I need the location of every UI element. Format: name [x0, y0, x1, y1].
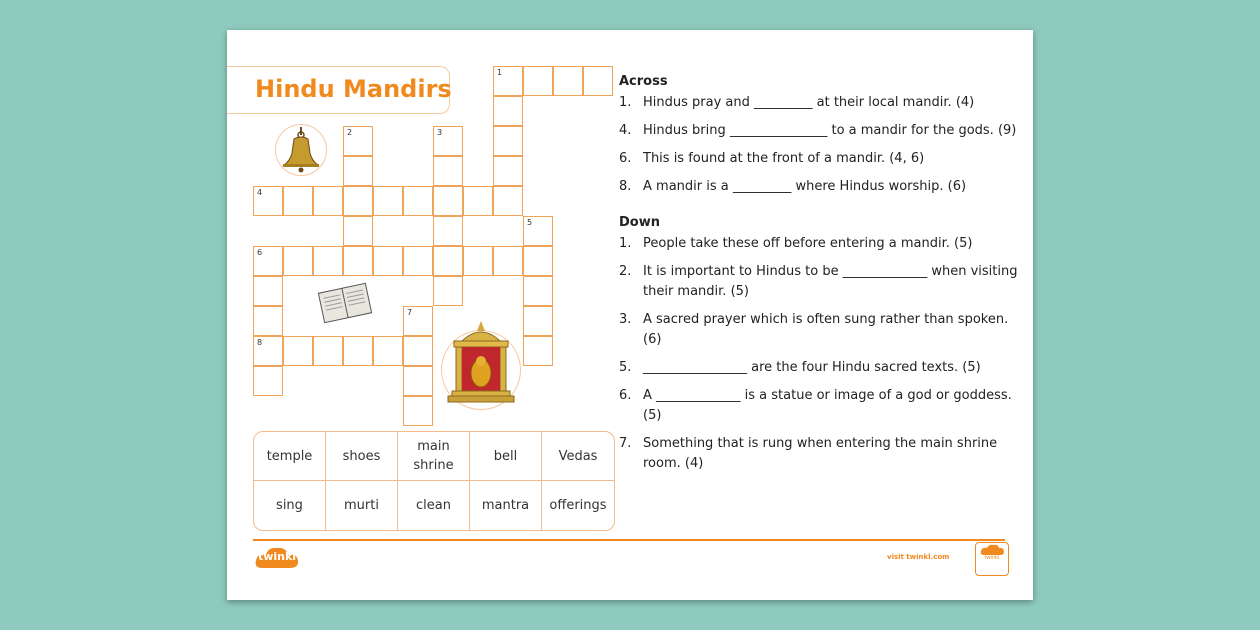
word-bank-item: mantra: [470, 481, 542, 530]
crossword-cell[interactable]: [403, 366, 433, 396]
word-bank-item: temple: [254, 432, 326, 481]
crossword-cell[interactable]: [583, 66, 613, 96]
down-clue: 3. A sacred prayer which is often sung rather than spoken. (6): [619, 312, 1009, 347]
across-clue: 4. Hindus bring _______________ to a mandir for the gods. (9): [619, 123, 1017, 138]
crossword-cell[interactable]: [553, 66, 583, 96]
down-heading: Down: [619, 215, 660, 230]
crossword-cell[interactable]: [373, 246, 403, 276]
crossword-cell[interactable]: 6: [253, 246, 283, 276]
across-heading: Across: [619, 74, 668, 89]
crossword-cell[interactable]: [313, 336, 343, 366]
shrine-picture: [441, 330, 521, 410]
crossword-cell[interactable]: [523, 336, 553, 366]
clues-panel: [619, 74, 1019, 482]
scripture-picture: [317, 280, 373, 326]
crossword-cell[interactable]: [403, 396, 433, 426]
crossword-cell[interactable]: [523, 66, 553, 96]
crossword-cell[interactable]: 7: [403, 306, 433, 336]
crossword-cell[interactable]: 1: [493, 66, 523, 96]
crossword-cell[interactable]: 8: [253, 336, 283, 366]
crossword-cell[interactable]: [373, 336, 403, 366]
word-bank-item: murti: [326, 481, 398, 530]
crossword-cell[interactable]: [523, 246, 553, 276]
down-clue: 2. It is important to Hindus to be _____________ when visiting their mandir. (5): [619, 264, 1018, 299]
crossword-cell[interactable]: [433, 246, 463, 276]
crossword-cell[interactable]: [493, 126, 523, 156]
down-clue: 7. Something that is rung when entering the main shrine room. (4): [619, 436, 998, 471]
down-clue: 6. A _____________ is a statue or image of a god or goddess. (5): [619, 388, 1012, 423]
crossword-cell[interactable]: [523, 306, 553, 336]
book-icon: [317, 280, 373, 326]
word-bank-item: main shrine: [398, 432, 470, 481]
word-bank-item: shoes: [326, 432, 398, 481]
crossword-cell[interactable]: [463, 186, 493, 216]
visit-link[interactable]: visit twinkl.com: [887, 553, 950, 561]
worksheet: [227, 30, 1033, 600]
crossword-cell[interactable]: [283, 336, 313, 366]
crossword-cell[interactable]: [343, 246, 373, 276]
bell-icon: [276, 125, 326, 175]
crossword-cell[interactable]: [493, 156, 523, 186]
down-clue: 1. People take these off before entering a mandir. (5): [619, 236, 973, 251]
crossword-cell[interactable]: [253, 366, 283, 396]
crossword-cell[interactable]: [493, 246, 523, 276]
crossword-cell[interactable]: [283, 186, 313, 216]
across-clue: 8. A mandir is a _________ where Hindus worship. (6): [619, 179, 967, 194]
crossword-cell[interactable]: [343, 216, 373, 246]
crossword-cell[interactable]: [433, 276, 463, 306]
crossword-cell[interactable]: [343, 186, 373, 216]
crossword-cell[interactable]: [493, 186, 523, 216]
crossword-cell[interactable]: [313, 186, 343, 216]
crossword-cell[interactable]: [373, 186, 403, 216]
word-bank-item: bell: [470, 432, 542, 481]
crossword-cell[interactable]: [523, 276, 553, 306]
crossword-cell[interactable]: [343, 336, 373, 366]
crossword-cell[interactable]: [283, 246, 313, 276]
footer-divider: [253, 539, 1005, 541]
bell-picture: [275, 124, 327, 176]
crossword-cell[interactable]: [433, 186, 463, 216]
word-bank-item: sing: [254, 481, 326, 530]
word-bank-item: Vedas: [542, 432, 614, 481]
crossword-cell[interactable]: 4: [253, 186, 283, 216]
crossword-cell[interactable]: [253, 306, 283, 336]
crossword-cell[interactable]: 2: [343, 126, 373, 156]
crossword-cell[interactable]: [343, 156, 373, 186]
crossword-cell[interactable]: [463, 246, 493, 276]
word-bank-item: clean: [398, 481, 470, 530]
crossword-cell[interactable]: 3: [433, 126, 463, 156]
across-clue: 6. This is found at the front of a mandir. (4, 6): [619, 151, 925, 166]
across-clue: 1. Hindus pray and _________ at their local mandir. (4): [619, 95, 975, 110]
word-bank-item: offerings: [549, 498, 607, 513]
twinkl-logo[interactable]: twinkl: [254, 544, 300, 572]
down-clue: 5. ________________ are the four Hindu sacred texts. (5): [619, 360, 981, 375]
crossword-cell[interactable]: 5: [523, 216, 553, 246]
word-bank: [253, 431, 615, 531]
crossword-cell[interactable]: [313, 246, 343, 276]
quality-badge: twinkl: [975, 542, 1009, 576]
crossword-cell[interactable]: [433, 216, 463, 246]
page-title: Hindu Mandirs: [255, 75, 452, 103]
crossword-cell[interactable]: [403, 186, 433, 216]
crossword-cell[interactable]: [253, 276, 283, 306]
shrine-icon: [442, 319, 520, 409]
crossword-cell[interactable]: [493, 96, 523, 126]
crossword-cell[interactable]: [433, 156, 463, 186]
crossword-cell[interactable]: [403, 246, 433, 276]
title-banner: [227, 66, 450, 114]
crossword-cell[interactable]: [403, 336, 433, 366]
